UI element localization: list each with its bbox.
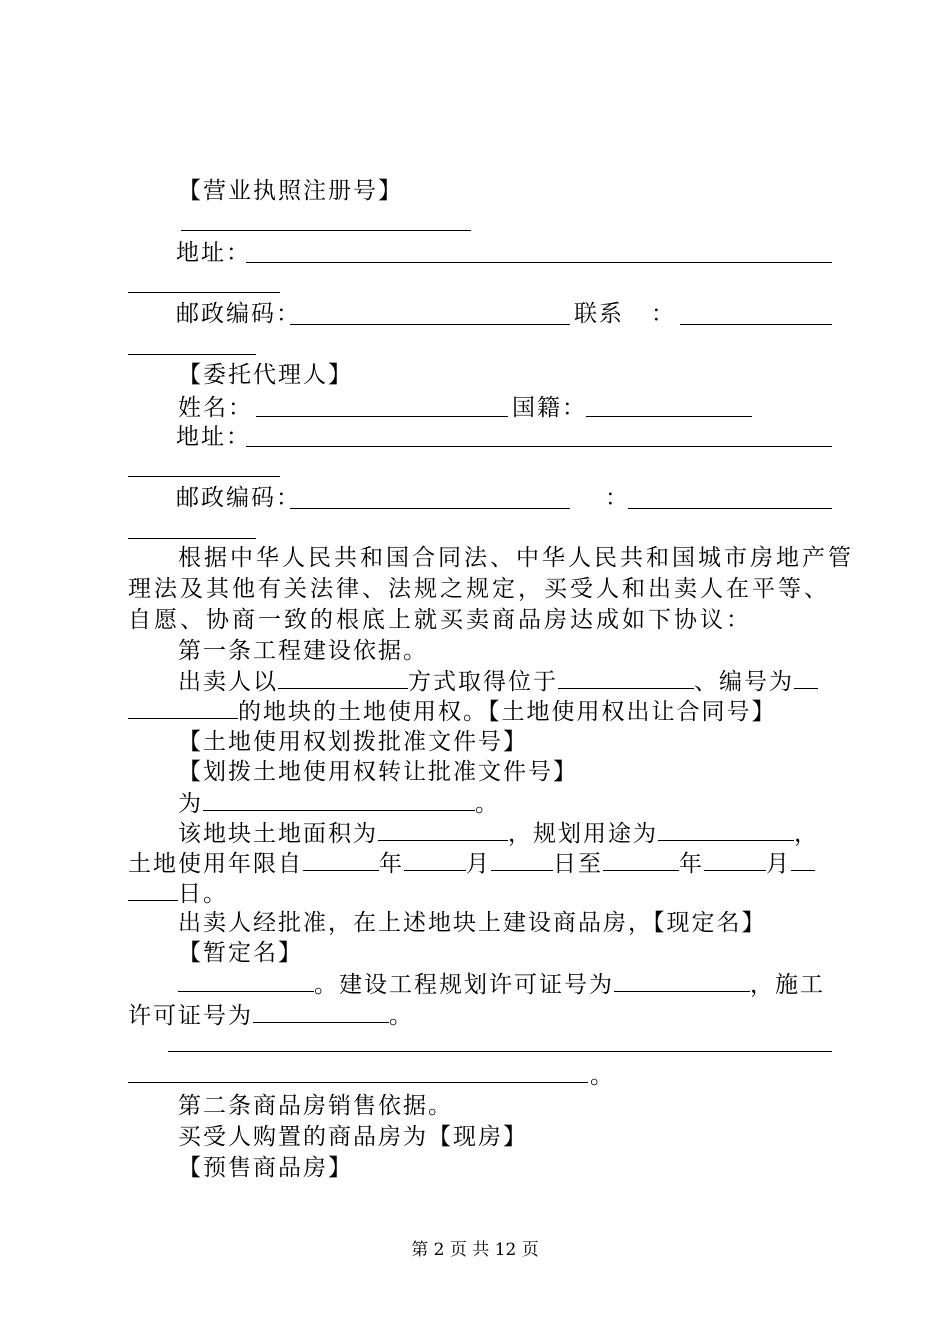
a1-planning-permit-blank[interactable] (614, 969, 750, 992)
seller-address-blank[interactable] (246, 262, 832, 263)
a1-contract-number-blank[interactable] (203, 788, 475, 811)
a1-end-year-blank[interactable] (603, 848, 679, 871)
agent-address-label: 地址： (176, 424, 251, 450)
a1-month-2: 月 (766, 851, 791, 877)
a1-end-day-blank[interactable] (791, 848, 815, 871)
agent-postcode-blank[interactable] (290, 508, 570, 509)
a1-start-day-blank[interactable] (491, 848, 553, 871)
seller-postcode-label: 邮政编码： (176, 301, 301, 327)
a1-number-text: 、编号为 (694, 669, 794, 695)
a1-allot-line: 【土地使用权划拨批准文件号】 (178, 729, 528, 755)
a1-permit2-text: 许可证号为 (128, 1003, 253, 1029)
seller-contact-blank[interactable] (680, 324, 832, 325)
a1-year-1: 年 (379, 851, 404, 877)
a1-permit-line (178, 969, 825, 1000)
a1-build-line: 出卖人经批准，在上述地块上建设商品房，【现定名】 (178, 910, 767, 936)
agent-address-blank[interactable] (246, 446, 832, 447)
agent-name-blank[interactable] (256, 416, 508, 417)
preamble-line-3: 自愿、协商一致的根底上就买卖商品房达成如下协议： (128, 607, 752, 633)
agent-nationality-blank[interactable] (586, 416, 752, 417)
seller-address-label: 地址： (176, 240, 251, 266)
agent-address-blank-cont[interactable] (128, 476, 280, 477)
seller-contact-blank-cont[interactable] (128, 354, 256, 355)
seller-postcode-blank[interactable] (290, 324, 570, 325)
agent-nationality-label: 国籍： (512, 395, 587, 421)
a1-end-day-blank-cont[interactable] (128, 878, 178, 901)
a1-term-text: 土地使用年限自 (128, 851, 303, 877)
a1-permit-text: 。建设工程规划许可证号为 (314, 972, 614, 998)
a2-buyer-line: 买受人购置的商品房为【现房】 (178, 1124, 528, 1150)
a1-method-text: 方式取得位于 (408, 669, 558, 695)
a1-method-blank[interactable] (278, 666, 408, 689)
a1-wei-line (178, 788, 500, 819)
a1-area-blank[interactable] (378, 818, 508, 841)
agent-postcode-label: 邮政编码： (176, 485, 301, 511)
agent-name-label: 姓名： (178, 395, 253, 421)
agent-heading: 【委托代理人】 (178, 362, 353, 388)
a1-wei-end: 。 (475, 791, 500, 817)
a1-wei-text: 为 (178, 791, 203, 817)
a1-use-blank[interactable] (658, 818, 794, 841)
a1-day-to: 日至 (553, 851, 603, 877)
a1-extra-end: 。 (590, 1063, 615, 1089)
article-2-title: 第二条商品房销售依据。 (178, 1093, 453, 1119)
a1-permit2-end: 。 (389, 1003, 414, 1029)
a1-number-blank-cont[interactable] (128, 696, 238, 719)
seller-contact-colon: ： (651, 301, 676, 327)
a1-seller-line (178, 666, 818, 697)
a1-construction-text: ，施工 (750, 972, 825, 998)
article-1-title: 第一条工程建设依据。 (178, 638, 428, 664)
a1-start-year-blank[interactable] (303, 848, 379, 871)
a1-area-text: 该地块土地面积为 (178, 821, 378, 847)
a2-presale-line: 【预售商品房】 (178, 1155, 353, 1181)
a1-construction-permit-blank[interactable] (253, 1000, 389, 1023)
a1-transfer-line: 【划拨土地使用权转让批准文件号】 (178, 759, 578, 785)
agent-contact-blank[interactable] (628, 508, 832, 509)
a1-area-line (178, 818, 819, 849)
a1-day-end-line (128, 878, 228, 909)
license-label: 【营业执照注册号】 (178, 178, 403, 204)
a1-location-blank[interactable] (558, 666, 694, 689)
a1-seller-text: 出卖人以 (178, 669, 278, 695)
seller-address-blank-cont[interactable] (128, 292, 280, 293)
a1-number-blank[interactable] (794, 666, 818, 689)
a1-year-2: 年 (679, 851, 704, 877)
a1-month-1: 月 (466, 851, 491, 877)
license-blank[interactable] (181, 230, 471, 231)
a1-use-comma: ， (794, 821, 819, 847)
a1-extra-blank[interactable] (168, 1051, 832, 1052)
agent-contact-blank-cont[interactable] (128, 538, 256, 539)
a1-parcel-line (128, 696, 777, 727)
a1-start-month-blank[interactable] (404, 848, 466, 871)
a1-extra-blank-cont[interactable] (128, 1082, 588, 1083)
a1-parcel-text: 的地块的土地使用权。【土地使用权出让合同号】 (238, 699, 777, 725)
a1-day-end-text: 日。 (178, 881, 228, 907)
agent-contact-colon: ： (605, 485, 630, 511)
a1-term-line (128, 848, 815, 879)
a1-temp-name-line: 【暂定名】 (178, 940, 303, 966)
preamble-line-2: 理法及其他有关法律、法规之规定，买受人和出卖人在平等、 (128, 576, 830, 602)
a1-end-month-blank[interactable] (704, 848, 766, 871)
a1-use-text: ，规划用途为 (508, 821, 658, 847)
seller-contact-label: 联系 (574, 301, 624, 327)
a1-project-name-blank[interactable] (178, 969, 314, 992)
page-footer: 第 2 页 共 12 页 (411, 1240, 539, 1260)
a1-permit2-line (128, 1000, 414, 1031)
preamble-line-1: 根据中华人民共和国合同法、中华人民共和国城市房地产管 (178, 545, 854, 571)
